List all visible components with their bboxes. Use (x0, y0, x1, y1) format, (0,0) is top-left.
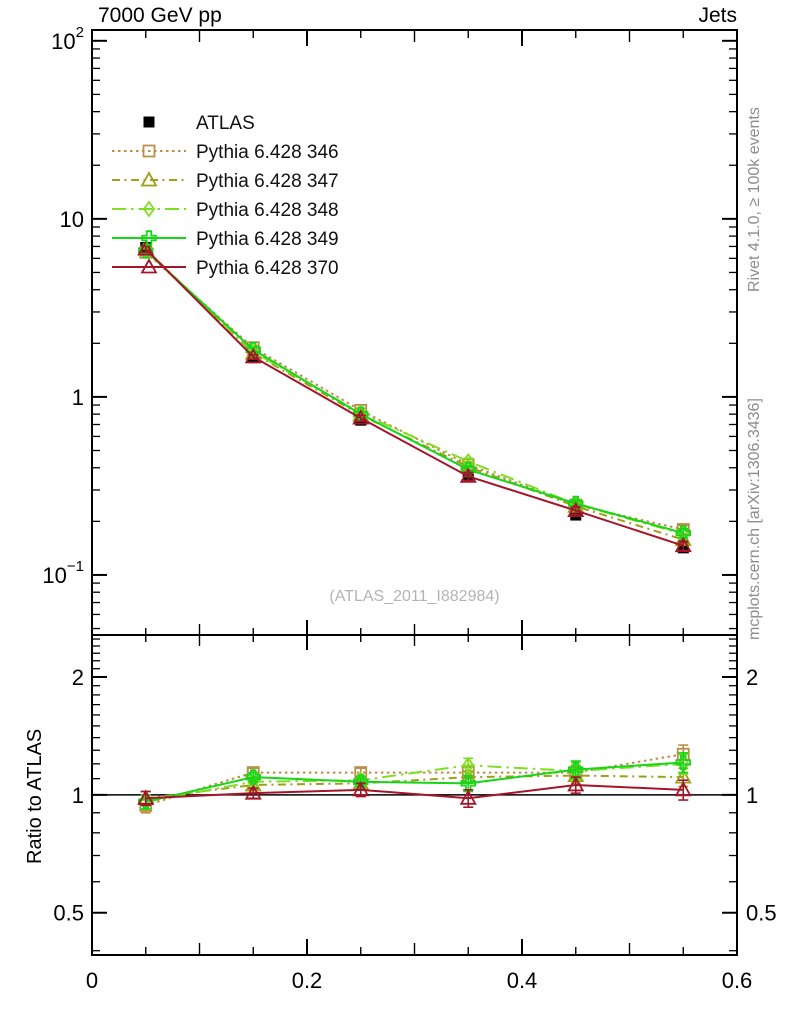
main-y-axis-ticks (42, 24, 736, 629)
x-axis-tick-label: 0.4 (506, 968, 538, 993)
analysis-watermark: (ATLAS_2011_I882984) (329, 588, 500, 605)
legend-label: Pythia 6.428 347 (196, 171, 339, 192)
series-line (146, 249, 684, 546)
data-point-marker (144, 117, 155, 128)
plot-frames (92, 30, 737, 955)
series-pythia-6-428-346 (140, 247, 689, 535)
legend-entry (112, 200, 339, 221)
legend-entry (144, 113, 255, 134)
mcplots-arxiv-caption: mcplots.cern.ch [arXiv:1306.3436] (746, 398, 763, 640)
series-line (146, 251, 684, 533)
x-axis-tick-label: 0.2 (291, 968, 323, 993)
main-panel-frame (92, 30, 737, 635)
legend-label: Pythia 6.428 346 (196, 142, 339, 163)
series-pythia-6-428-370 (139, 242, 691, 551)
y-axis-tick-label: $10^{-1}$ (42, 557, 84, 588)
ratio-y-tick-label-right: 2 (746, 664, 759, 690)
ratio-y-tick-label-left: 0.5 (53, 900, 84, 926)
series-pythia-6-428-349 (139, 244, 690, 540)
legend-label: Pythia 6.428 349 (196, 229, 339, 250)
x-axis-tick-label: 0.6 (721, 968, 753, 993)
series-atlas (140, 242, 689, 553)
legend-entry (112, 142, 339, 163)
series-line (146, 252, 684, 529)
plot-title-observable: Jets (698, 4, 737, 27)
ratio-series-pythia-6-428-346 (140, 745, 689, 813)
ratio-y-tick-label-left: 2 (71, 664, 84, 690)
legend-label: Pythia 6.428 370 (196, 258, 339, 279)
y-axis-tick-label: 10 (59, 206, 84, 232)
series-line (146, 249, 684, 539)
y-axis-tick-label: $10^2$ (51, 23, 84, 54)
series-pythia-6-428-347 (139, 242, 691, 545)
ratio-series-line (146, 762, 684, 801)
legend-entry (112, 258, 339, 279)
y-axis-tick-label: 1 (71, 384, 84, 410)
x-axis-tick-label: 0 (85, 968, 99, 993)
ratio-y-tick-label-right: 0.5 (746, 900, 777, 926)
plot-title-beam: 7000 GeV pp (98, 4, 222, 27)
series-line (146, 251, 684, 534)
rivet-version-caption: Rivet 4.1.0, ≥ 100k events (746, 107, 763, 292)
x-axis-ticks (86, 31, 752, 993)
ratio-y-tick-label-right: 1 (746, 782, 759, 808)
legend-label: Pythia 6.428 348 (196, 200, 339, 221)
legend-entry (112, 171, 339, 192)
ratio-y-tick-label-left: 1 (71, 782, 84, 808)
ratio-axis-label: Ratio to ATLAS (24, 728, 46, 864)
legend-label: ATLAS (196, 113, 255, 134)
series-pythia-6-428-348 (141, 244, 689, 541)
